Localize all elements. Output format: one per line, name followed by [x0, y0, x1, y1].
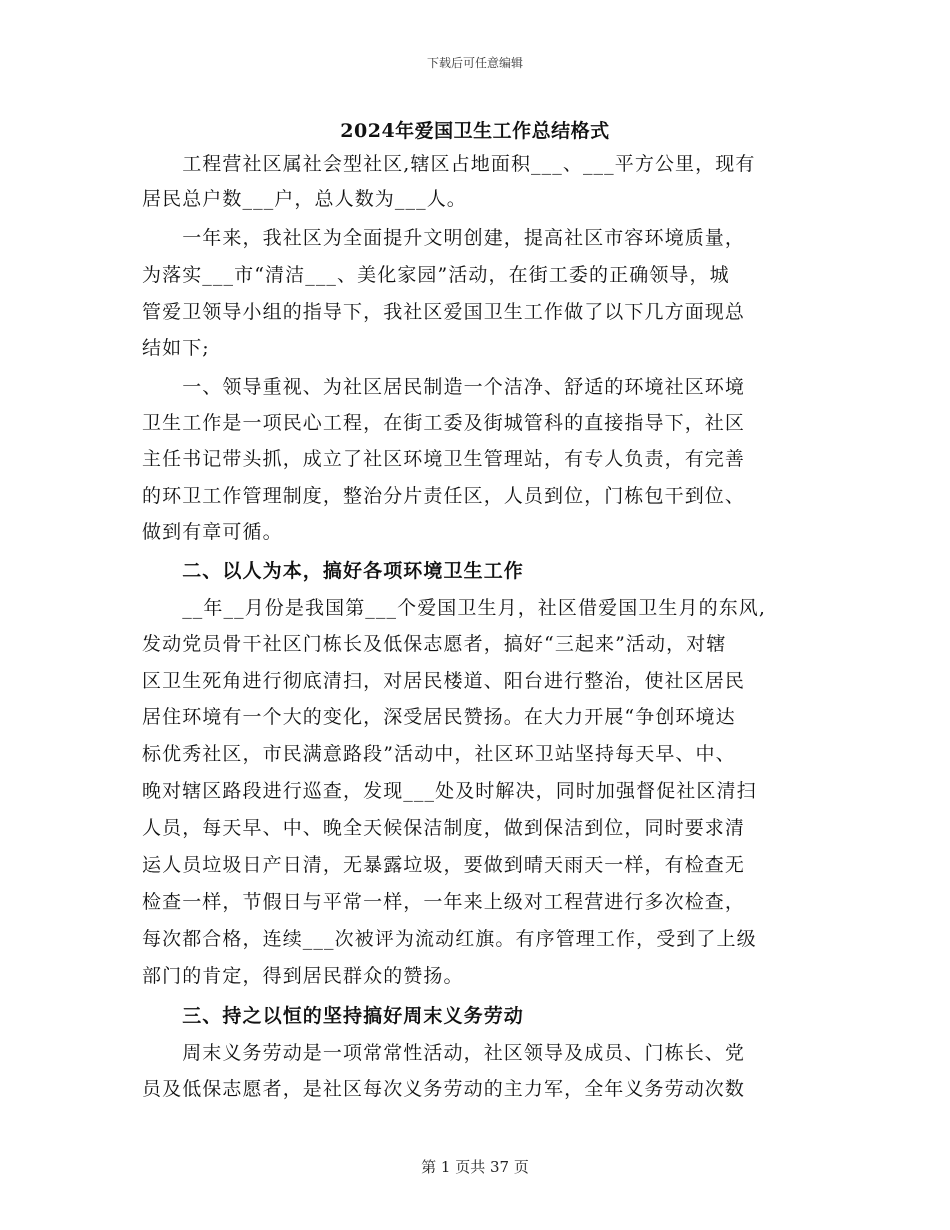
body-line: 做到有章可循。 — [142, 521, 283, 543]
body-line: 工程营社区属社会型社区,辖区占地面积___、___平方公里，现有 — [142, 153, 756, 175]
body-line: 的环卫工作管理制度，整治分片责任区，人员到位，门栋包干到位、 — [142, 485, 746, 507]
body-line: 检查一样，节假日与平常一样，一年来上级对工程营进行多次检查， — [142, 891, 746, 913]
body-line: 标优秀社区，市民满意路段”活动中，社区环卫站坚持每天早、中、 — [142, 743, 736, 765]
body-line: 发动党员骨干社区门栋长及低保志愿者，搞好“三起来”活动，对辖 — [142, 633, 727, 655]
body-line: 每次都合格，连续___次被评为流动红旗。有序管理工作，受到了上级 — [142, 928, 757, 950]
body-line: 主任书记带头抓，成立了社区环境卫生管理站，有专人负责，有完善 — [142, 448, 746, 470]
body-line: 居民总户数___户，总人数为___人。 — [142, 188, 467, 210]
body-line: 部门的肯定，得到居民群众的赞扬。 — [142, 965, 464, 987]
body-line: 居住环境有一个大的变化，深受居民赞扬。在大力开展“争创环境达 — [142, 706, 736, 728]
body-line: 一、领导重视、为社区居民制造一个洁净、舒适的环境社区环境 — [142, 376, 746, 398]
body-line: 晚对辖区路段进行巡查，发现___处及时解决，同时加强督促社区清扫 — [142, 780, 757, 802]
document-title: 2024年爱国卫生工作总结格式 — [340, 120, 610, 142]
body-line: 周末义务劳动是一项常常性活动，社区领导及成员、门栋长、党 — [142, 1042, 746, 1064]
body-line: 人员，每天早、中、晚全天候保洁制度，做到保洁到位，同时要求清 — [142, 817, 746, 839]
page-header: 下载后可任意编辑 — [426, 56, 523, 70]
section-heading: 二、以人为本，搞好各项环境卫生工作 — [142, 560, 524, 582]
section-heading: 三、持之以恒的坚持搞好周末义务劳动 — [142, 1005, 524, 1027]
body-line: 一年来，我社区为全面提升文明创建，提高社区市容环境质量， — [142, 227, 746, 249]
page-footer: 第 1 页共 37 页 — [421, 1158, 529, 1176]
body-line: 结如下; — [142, 337, 210, 359]
body-line: 卫生工作是一项民心工程，在街工委及街城管科的直接指导下，社区 — [142, 412, 746, 434]
body-line: 区卫生死角进行彻底清扫，对居民楼道、阳台进行整治，使社区居民 — [142, 670, 746, 692]
body-line: 管爱卫领导小组的指导下，我社区爱国卫生工作做了以下几方面现总 — [142, 301, 746, 323]
body-line: 为落实___市“清洁___、美化家园”活动，在街工委的正确领导，城 — [142, 264, 730, 286]
body-line: __年__月份是我国第___个爱国卫生月，社区借爱国卫生月的东风, — [142, 597, 767, 619]
body-line: 运人员垃圾日产日清，无暴露垃圾，要做到晴天雨天一样，有检查无 — [142, 854, 746, 876]
body-line: 员及低保志愿者，是社区每次义务劳动的主力军，全年义务劳动次数 — [142, 1078, 746, 1100]
